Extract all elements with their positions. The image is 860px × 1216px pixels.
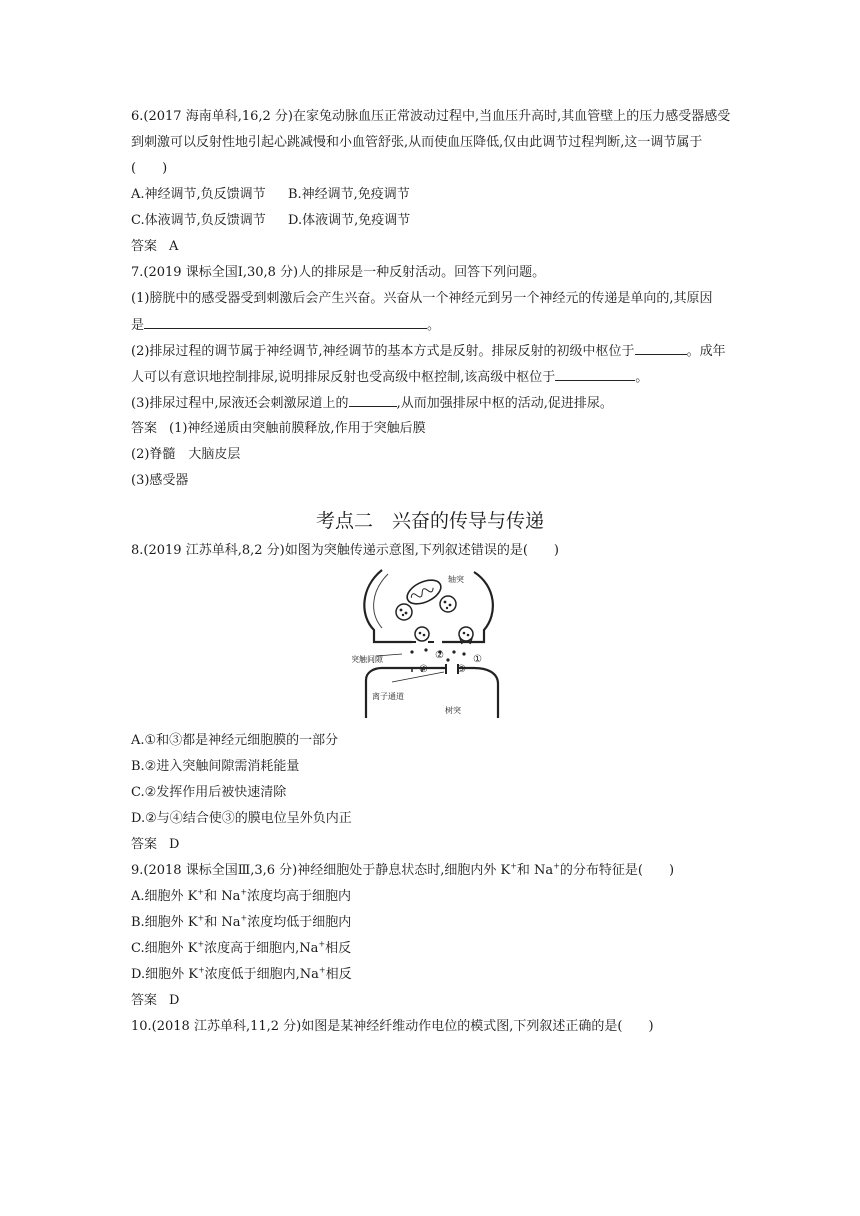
fill-blank[interactable] — [349, 394, 397, 407]
superscript: + — [553, 861, 560, 871]
q6-answer — [131, 238, 178, 256]
superscript: + — [197, 913, 205, 923]
superscript: + — [240, 887, 248, 897]
text-fragment: 浓度均高于细胞内 — [247, 889, 352, 904]
label-dendrite: 树突 — [445, 706, 461, 715]
q6-option-d: D.体液调节,免疫调节 — [288, 213, 411, 228]
q7-part2-line2 — [131, 368, 648, 387]
label-num1: ① — [473, 654, 482, 665]
text-fragment: 和 Na — [204, 915, 241, 930]
superscript: + — [318, 939, 326, 949]
q10-stem: 10.(2018 江苏单科,11,2 分)如图是某神经纤维动作电位的模式图,下列叙述正确的是( ) — [131, 1019, 654, 1034]
q7-answer-line2: (2)脊髓 大脑皮层 — [131, 447, 241, 462]
text-fragment: ,从而加强排尿中枢的活动,促进排尿。 — [396, 396, 613, 411]
label-num2: ② — [435, 650, 444, 661]
q6-stem-line1: 6.(2017 海南单科,16,2 分)在家兔动脉血压正常波动过程中,当血压升高时,其血管壁上的压力感受器感受 — [131, 109, 731, 124]
q7-part2-line1 — [131, 342, 726, 361]
q9-option-b — [131, 914, 351, 932]
mitochondrion — [403, 575, 444, 608]
answer-label: 答案 — [131, 993, 158, 1008]
answer-value: D — [169, 837, 180, 852]
synaptic-vesicle — [396, 604, 412, 620]
superscript: + — [240, 913, 248, 923]
q8-option-c: C.②发挥作用后被快速清除 — [131, 785, 287, 800]
q8-stem: 8.(2019 江苏单科,8,2 分)如图为突触传递示意图,下列叙述错误的是( ) — [131, 543, 559, 558]
q6-stem-line2: 到刺激可以反射性地引起心跳减慢和小血管舒张,从而使血压降低,仅由此调节过程判断,这一调节属于 — [131, 135, 703, 150]
text-fragment: 是 — [131, 318, 145, 333]
answer-value: D — [169, 993, 180, 1008]
text-fragment: 浓度高于细胞内,Na — [204, 941, 319, 956]
text-fragment: A.细胞外 K — [131, 889, 198, 904]
answer-label: 答案 — [131, 239, 158, 254]
q7-part3 — [131, 394, 613, 413]
q9-option-d — [131, 966, 352, 984]
text-fragment: C.细胞外 K — [131, 941, 198, 956]
q7-part1-line1: (1)膀胱中的感受器受到刺激后会产生兴奋。兴奋从一个神经元到另一个神经元的传递是单向的,其原因 — [131, 291, 713, 306]
text-fragment: 9.(2018 课标全国Ⅲ,3,6 分)神经细胞处于静息状态时,细胞内外 K — [131, 863, 511, 878]
superscript: + — [510, 861, 517, 871]
fill-blank[interactable] — [144, 316, 427, 329]
answer-value: (1)神经递质由突触前膜释放,作用于突触后膜 — [169, 421, 426, 436]
section-title: 考点二 兴奋的传导与传递 — [315, 510, 544, 532]
superscript: + — [197, 939, 205, 949]
synapse-diagram-svg — [352, 568, 508, 718]
q9-option-a — [131, 888, 351, 906]
q7-answer-line3: (3)感受器 — [131, 473, 189, 488]
label-num4: ④ — [419, 664, 428, 675]
text-fragment: 人可以有意识地控制排尿,说明排尿反射也受高级中枢控制,该高级中枢位于 — [131, 370, 556, 385]
q6-option-c: C.体液调节,负反馈调节 — [131, 213, 266, 228]
superscript: + — [197, 965, 205, 975]
label-axon: 轴突 — [448, 575, 464, 584]
label-ion-channel: 离子通道 — [372, 692, 404, 701]
text-fragment: 和 Na — [516, 863, 554, 878]
q8-option-a: A.①和③都是神经元细胞膜的一部分 — [131, 733, 339, 748]
text-fragment: 。 — [427, 318, 441, 333]
text-fragment: 。 — [635, 370, 649, 385]
q7-answer-line1 — [131, 420, 426, 438]
text-fragment: 浓度均低于细胞内 — [247, 915, 352, 930]
label-synaptic-cleft: 突触间隙 — [352, 655, 383, 664]
text-fragment: D.细胞外 K — [131, 967, 198, 982]
label-num3: ③ — [457, 664, 466, 675]
q9-option-c — [131, 940, 351, 958]
answer-label: 答案 — [131, 837, 158, 852]
q7-stem: 7.(2019 课标全国Ⅰ,30,8 分)人的排尿是一种反射活动。回答下列问题。 — [131, 265, 546, 280]
q6-paren: ( ) — [131, 161, 168, 176]
answer-value: A — [169, 239, 179, 254]
q6-options-row2 — [131, 212, 410, 230]
synapse-diagram — [352, 568, 508, 718]
text-fragment: 浓度低于细胞内,Na — [204, 967, 319, 982]
answer-label: 答案 — [131, 421, 158, 436]
synaptic-vesicle — [415, 627, 429, 641]
text-fragment: B.细胞外 K — [131, 915, 198, 930]
fill-blank[interactable] — [555, 368, 635, 381]
q9-stem — [131, 862, 674, 880]
q9-answer — [131, 992, 179, 1010]
q8-option-d: D.②与④结合使③的膜电位呈外负内正 — [131, 811, 352, 826]
q7-part1-line2 — [131, 316, 440, 335]
synaptic-vesicle — [440, 596, 456, 612]
q8-answer — [131, 836, 179, 854]
axon-terminal-inner — [374, 574, 388, 628]
text-fragment: (2)排尿过程的调节属于神经调节,神经调节的基本方式是反射。排尿反射的初级中枢位于 — [131, 344, 635, 359]
text-fragment: 相反 — [325, 941, 352, 956]
text-fragment: (3)排尿过程中,尿液还会刺激尿道上的 — [131, 396, 349, 411]
synaptic-vesicle — [459, 627, 473, 641]
superscript: + — [197, 887, 205, 897]
superscript: + — [318, 965, 326, 975]
text-fragment: 相反 — [325, 967, 352, 982]
text-fragment: 。成年 — [686, 344, 726, 359]
fill-blank[interactable] — [635, 342, 687, 355]
q6-option-a: A.神经调节,负反馈调节 — [131, 187, 266, 202]
q6-option-b: B.神经调节,免疫调节 — [287, 187, 410, 202]
q8-option-b: B.②进入突触间隙需消耗能量 — [131, 759, 300, 774]
text-fragment: 和 Na — [204, 889, 241, 904]
q6-options-row1 — [131, 186, 410, 204]
text-fragment: 的分布特征是( ) — [559, 863, 675, 878]
